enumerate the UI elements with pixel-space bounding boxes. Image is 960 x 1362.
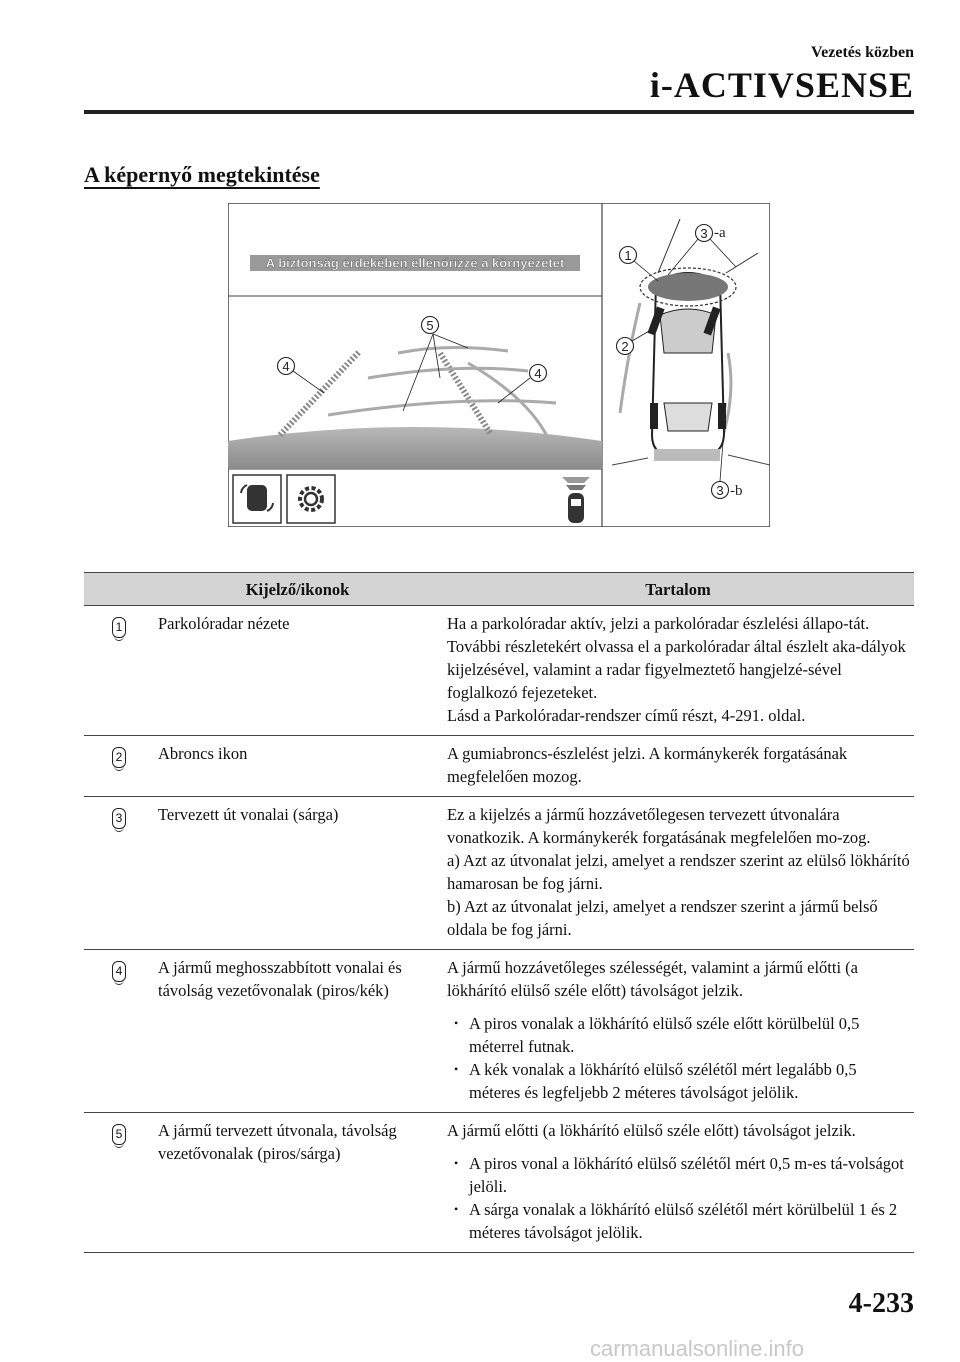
row-item-cell: A jármű meghosszabbított vonalai és távolság vezetővonalak (piros/kék)	[153, 950, 442, 1113]
callout-4-right: 4	[534, 366, 542, 381]
callout-3b-number: 3	[716, 483, 724, 498]
row-number-badge: 3	[112, 808, 126, 829]
row-content-cell	[442, 1113, 914, 1253]
table-row	[84, 606, 914, 736]
header-title: i-ACTIVSENSE	[649, 65, 914, 105]
row-item-cell: Tervezett út vonalai (sárga)	[153, 797, 442, 950]
row-content-cell	[442, 736, 914, 797]
section-title: A képernyő megtekintése	[84, 162, 320, 187]
header-cell-item: Kijelző/ikonok	[153, 573, 442, 606]
view-switch-button[interactable]	[233, 475, 281, 523]
row-item-cell: Abroncs ikon	[153, 736, 442, 797]
content-bullet-list	[447, 1012, 910, 1104]
row-content-cell	[442, 606, 914, 736]
table-row	[84, 797, 914, 950]
table-body	[84, 606, 914, 1253]
header-cell-number	[84, 573, 153, 606]
content-paragraph: A jármű előtti (a lökhárító elülső széle előtt) távolságot jelzik.	[447, 1121, 856, 1140]
content-paragraph: A jármű hozzávetőleges szélességét, valamint a jármű előtti (a lökhárító elülső széle előtt) távolságot jelzik.	[447, 958, 858, 1000]
table-row	[84, 1113, 914, 1253]
header-subtitle: Vezetés közben	[811, 44, 914, 61]
callout-3a-number: 3	[700, 226, 708, 241]
table-header-row	[84, 573, 914, 606]
settings-button[interactable]	[287, 475, 335, 523]
page-number: 4-233	[848, 1288, 914, 1319]
row-number-cell	[84, 736, 153, 797]
row-number-cell	[84, 797, 153, 950]
content-paragraph: Lásd a Parkolóradar-rendszer című részt, 4-291. oldal.	[447, 706, 806, 725]
row-number-cell	[84, 606, 153, 736]
row-item-cell: A jármű tervezett útvonala, távolság vezetővonalak (piros/sárga)	[153, 1113, 442, 1253]
content-paragraph: b) Azt az útvonalat jelzi, amelyet a rendszer szerint a jármű belső oldala be fog járni.	[447, 897, 878, 939]
callout-4-left: 4	[282, 359, 290, 374]
parking-radar-arc	[648, 273, 728, 301]
content-bullet: • A sárga vonalak a lökhárító elülső szélétől mért körülbelül 1 és 2 méteres távolságot jelölik.	[447, 1198, 910, 1244]
table-row	[84, 736, 914, 797]
row-number-cell	[84, 950, 153, 1113]
content-paragraph: További részletekért olvassa el a parkolóradar által észlelt aka-dályok kijelzésével, valamint a radar figyelmeztető hangjelzé-sével foglalkozó fejezeteket.	[447, 637, 906, 702]
watermark: carmanualsonline.info	[590, 1336, 805, 1361]
table-row	[84, 950, 914, 1113]
content-bullet: • A kék vonalak a lökhárító elülső szélétől mért legalább 0,5 méteres és legfeljebb 2 méteres távolságot jelölik.	[447, 1058, 910, 1104]
row-content-cell	[442, 950, 914, 1113]
row-number-badge: 1	[112, 617, 126, 638]
header-rule	[84, 110, 914, 114]
content-bullet: • A piros vonalak a lökhárító elülső széle előtt körülbelül 0,5 méterrel futnak.	[447, 1012, 910, 1058]
info-table	[84, 572, 914, 1253]
callout-1: 1	[624, 248, 632, 263]
row-number-badge: 2	[112, 747, 126, 768]
callout-3a-suffix: -a	[714, 225, 726, 241]
row-number-badge: 5	[112, 1124, 126, 1145]
callout-5: 5	[426, 318, 434, 333]
content-paragraph: Ez a kijelzés a jármű hozzávetőlegesen tervezett útvonalára vonatkozik. A kormánykerék forgatásának megfelelően mo-zog.	[447, 805, 871, 847]
content-paragraph: a) Azt az útvonalat jelzi, amelyet a rendszer szerint az elülső lökhárító hamarosan be fog járni.	[447, 851, 910, 893]
camera-screen-figure	[228, 203, 770, 527]
content-paragraph: A gumiabroncs-észlelést jelzi. A kormánykerék forgatásának megfelelően mozog.	[447, 744, 848, 786]
row-content-cell	[442, 797, 914, 950]
header-cell-content: Tartalom	[442, 573, 914, 606]
row-number-badge: 4	[112, 961, 126, 982]
row-item-cell: Parkolóradar nézete	[153, 606, 442, 736]
row-number-cell	[84, 1113, 153, 1253]
banner-text: A biztonság érdekében ellenőrizze a környezetet	[265, 255, 565, 271]
view-switch-icon	[247, 485, 267, 511]
callout-2: 2	[621, 339, 629, 354]
safety-banner	[250, 255, 580, 271]
content-bullet-list	[447, 1152, 910, 1244]
content-bullet: • A piros vonal a lökhárító elülső szélétől mért 0,5 m-es tá-volságot jelöli.	[447, 1152, 910, 1198]
content-paragraph: Ha a parkolóradar aktív, jelzi a parkolóradar észlelési állapo-tát.	[447, 614, 870, 633]
callout-3b-suffix: -b	[730, 483, 743, 499]
